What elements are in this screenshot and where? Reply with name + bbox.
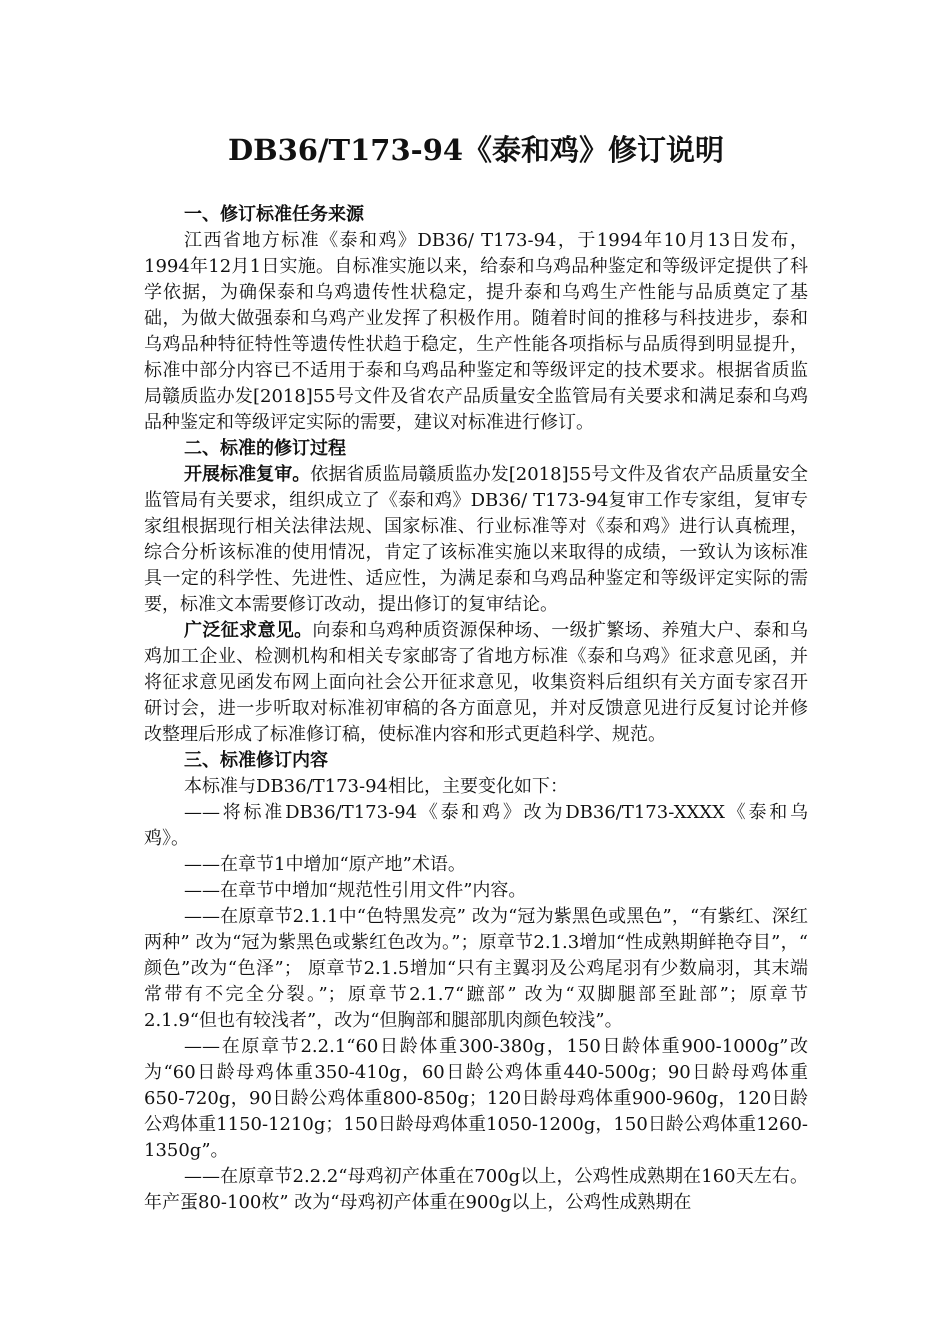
- change-item-1: ——将标准DB36/T173-94《泰和鸡》改为DB36/T173-XXXX《泰和乌鸡》。: [144, 802, 808, 849]
- review-paragraph: [144, 462, 808, 618]
- review-body-text: 依据省质监局赣质监办发[2018]55号文件及省农产品质量安全监管局有关要求，组织成立了《泰和鸡》DB36/ T173-94复审工作专家组，复审专家组根据现行相关法律法规、国家标准、行业标准等对《泰和鸡》进行认真梳理，综合分析该标准的使用情况，肯定了该标准实施以来取得的成绩，一致认为该标准具一定的科学性、先进性、适应性，为满足泰和乌鸡品种鉴定和等级评定实际的需要，标准文本需要修订改动，提出修订的复审结论。: [144, 464, 808, 615]
- change-item-3: ——在章节中增加“规范性引用文件”内容。: [184, 880, 527, 901]
- content-intro: 本标准与DB36/T173-94相比，主要变化如下：: [184, 776, 568, 797]
- document-title: DB36/T173-94《泰和鸡》修订说明: [227, 133, 725, 167]
- comment-paragraph: [144, 618, 808, 748]
- section-heading-content: 三、标准修订内容: [184, 750, 328, 771]
- change-item-6: ——在原章节2.2.2“母鸡初产体重在700g以上，公鸡性成熟期在160天左右。年产蛋80-100枚” 改为“母鸡初产体重在900g以上，公鸡性成熟期在: [144, 1166, 808, 1213]
- change-item-4: ——在原章节2.1.1中“色特黑发亮” 改为“冠为紫黑色或黑色”，“有紫红、深红两种” 改为“冠为紫黑色或紫红色改为。”；原章节2.1.3增加“性成熟期鲜艳夺目”，“ 颜色”改为“色泽”； 原章节2.1.5增加“只有主翼羽及公鸡尾羽有少数扁羽，其末端常带有不完全分裂。”；原章节2.1.7“蹠部” 改为“双脚腿部至趾部”；原章节2.1.9“但也有较浅者”，改为“但胸部和腿部肌肉颜色较浅”。: [144, 906, 808, 1031]
- section-heading-source: 一、修订标准任务来源: [184, 204, 364, 225]
- change-item-5: ——在原章节2.2.1“60日龄体重300-380g，150日龄体重900-1000g”改为“60日龄母鸡体重350-410g，60日龄公鸡体重440-500g；90日龄母鸡体重650-720g，90日龄公鸡体重800-850g；120日龄母鸡体重900-960g，120日龄公鸡体重1150-1210g；150日龄母鸡体重1050-1200g，150日龄公鸡体重1260-1350g”。: [144, 1036, 808, 1161]
- source-paragraph: 江西省地方标准《泰和鸡》DB36/ T173-94，于1994年10月13日发布，1994年12月1日实施。自标准实施以来，给泰和乌鸡品种鉴定和等级评定提供了科学依据，为确保泰和乌鸡遗传性状稳定，提升泰和乌鸡生产性能与品质奠定了基础，为做大做强泰和乌鸡产业发挥了积极作用。随着时间的推移与科技进步，泰和乌鸡品种特征特性等遗传性状趋于稳定，生产性能各项指标与品质得到明显提升，标准中部分内容已不适用于泰和乌鸡品种鉴定和等级评定的技术要求。根据省质监局赣质监办发[2018]55号文件及省农产品质量安全监管局有关要求和满足泰和乌鸡品种鉴定和等级评定实际的需要，建议对标准进行修订。: [144, 230, 808, 433]
- comment-body-text: 向泰和乌鸡种质资源保种场、一级扩繁场、养殖大户、泰和乌鸡加工企业、检测机构和相关专家邮寄了省地方标准《泰和乌鸡》征求意见函，并将征求意见函发布网上面向社会公开征求意见，收集资料后组织有关方面专家召开研讨会，进一步听取对标准初审稿的各方面意见，并对反馈意见进行反复讨论并修改整理后形成了标准修订稿，使标准内容和形式更趋科学、规范。: [144, 620, 808, 745]
- document-content: [144, 130, 808, 1216]
- change-item-2: ——在章节1中增加“原产地”术语。: [184, 854, 466, 875]
- review-lead-text: 开展标准复审。: [184, 464, 311, 485]
- section-heading-process: 二、标准的修订过程: [184, 438, 346, 459]
- comment-lead-text: 广泛征求意见。: [184, 620, 313, 641]
